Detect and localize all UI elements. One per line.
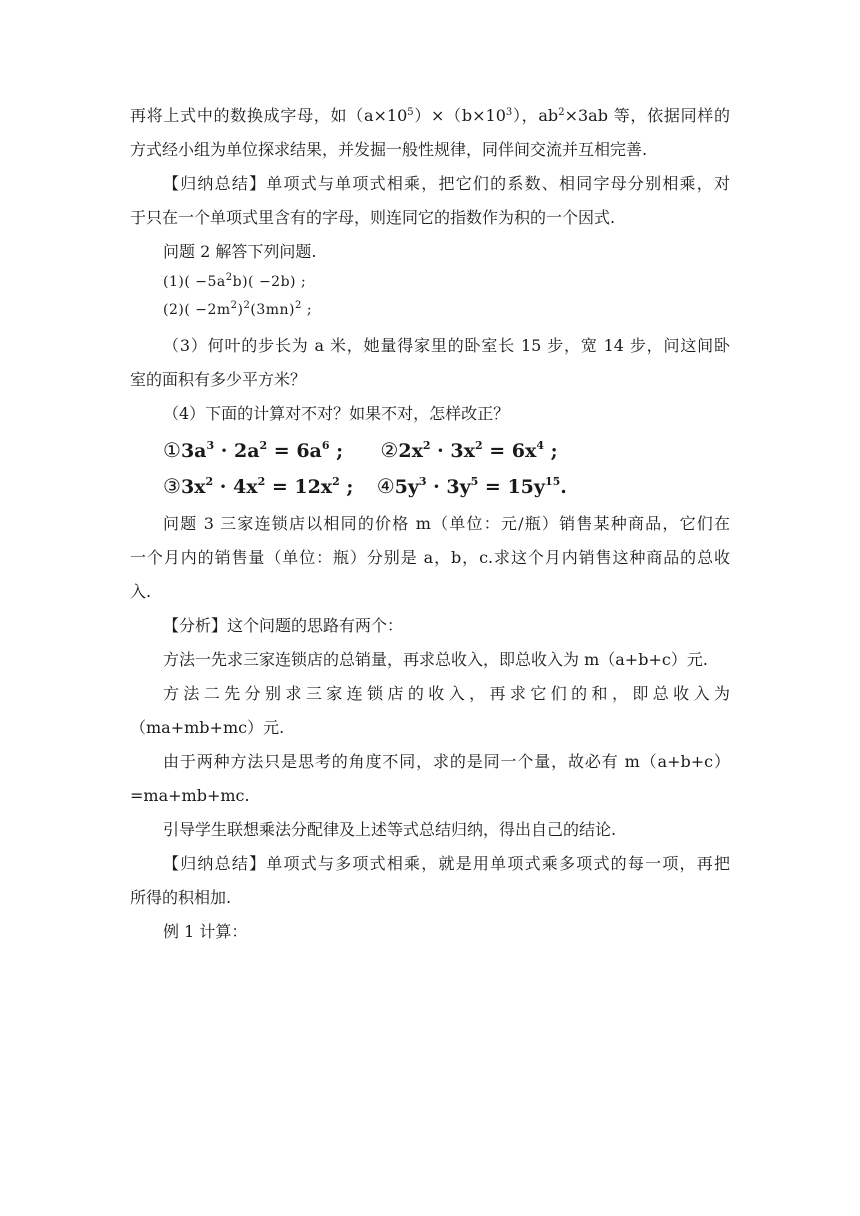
paragraph-line: （3）何叶的步长为 a 米，她量得家里的卧室长 15 步，宽 14 步，问这间卧 (163, 336, 730, 355)
method-one-line: 方法一先求三家连锁店的总销量，再求总收入，即总收入为 m（a+b+c）元. (163, 650, 708, 669)
problem-2-title: 问题 2 解答下列问题. (163, 242, 317, 261)
equation-2: $②2x^2 \cdot 3x^2 = 6x^4$ ; (380, 438, 558, 462)
paragraph-line: 方式经小组为单位探求结果，并发掘一般性规律，同伴间交流并互相完善. (130, 140, 648, 159)
summary-heading-line: 【归纳总结】单项式与多项式相乘，就是用单项式乘多项式的每一项，再把 (163, 854, 730, 873)
paragraph-line: 再将上式中的数换成字母，如$(a\times 10^5)\times(b\times 10^3)$，$ab^2\times 3ab$ 等，依据同样的 (130, 106, 730, 125)
formula-2: $(2)( -2m^2)^2(3mn)^2$ ; (163, 300, 313, 318)
equation-row-2 (163, 476, 730, 497)
equation-3: $③3x^2 \cdot 4x^2 = 12x^2$ ; (163, 474, 354, 498)
problem-3-title: 问题 3 三家连锁店以相同的价格 m（单位：元/瓶）销售某种商品，它们在 (163, 514, 730, 533)
paragraph-line: 入. (130, 582, 152, 601)
summary-heading-line: 【归纳总结】单项式与单项式相乘，把它们的系数、相同字母分别相乘，对 (163, 174, 730, 193)
paragraph-line: =ma+mb+mc. (130, 786, 250, 805)
method-two-line: 方法二先分别求三家连锁店的收入，再求它们的和，即总收入为 (163, 684, 730, 703)
paragraph-line: 室的面积有多少平方米？ (130, 370, 307, 389)
example-1-title: 例 1 计算： (163, 922, 248, 941)
paragraph-line: 由于两种方法只是思考的角度不同，求的是同一个量，故必有 m（a+b+c） (163, 752, 730, 771)
equation-1: $①3a^3 \cdot 2a^2 = 6a^6$ ; (163, 438, 344, 462)
paragraph-line: 所得的积相加. (130, 888, 232, 907)
equation-4: $④5y^3 \cdot 3y^5 = 15y^{15}$. (376, 474, 567, 498)
paragraph-line: 于只在一个单项式里含有的字母，则连同它的指数作为积的一个因式. (130, 208, 616, 227)
analysis-heading: 【分析】这个问题的思路有两个： (163, 616, 404, 635)
paragraph-line: （4）下面的计算对不对？如果不对，怎样改正？ (163, 404, 510, 423)
formula-1: $(1)( -5a^2b)( -2b)$ ; (163, 272, 307, 290)
paragraph-line: （ma+mb+mc）元. (130, 718, 285, 737)
paragraph-line: 一个月内的销售量（单位：瓶）分别是 a，b，c.求这个月内销售这种商品的总收 (130, 548, 730, 567)
paragraph-line: 引导学生联想乘法分配律及上述等式总结归纳，得出自己的结论. (163, 820, 617, 839)
equation-row-1 (163, 440, 730, 461)
